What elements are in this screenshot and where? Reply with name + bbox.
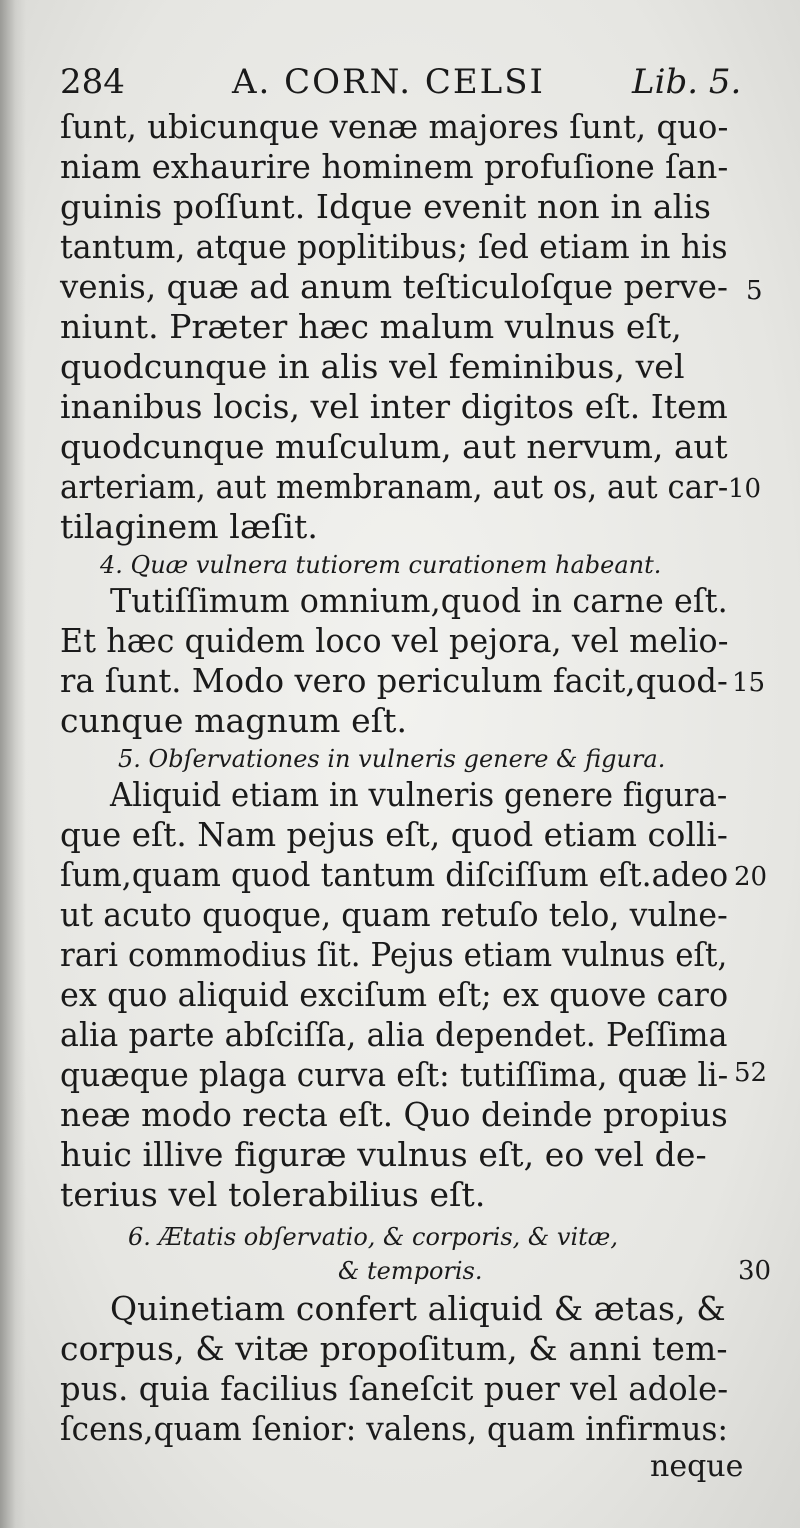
book-number: Lib. 5. bbox=[632, 62, 742, 102]
text-line: pus. quia facilius ſaneſcit puer vel adole- bbox=[60, 1369, 729, 1408]
text-line: ſum,quam quod tantum diſciſſum eſt.adeo bbox=[60, 855, 729, 894]
margin-number: 10 bbox=[728, 474, 762, 504]
page-gutter-shadow bbox=[0, 0, 26, 1528]
text-line: ra ſunt. Modo vero periculum facit,quod- bbox=[60, 661, 728, 700]
text-line: venis, quæ ad anum teſticuloſque perve- bbox=[60, 267, 729, 306]
text-line: Et hæc quidem loco vel pejora, vel melio- bbox=[60, 621, 729, 660]
text-line: tilaginem læſit. bbox=[60, 507, 318, 546]
section-heading-4: 4. Quæ vulnera tutiorem curationem habeant. bbox=[100, 551, 662, 579]
text-line: inanibus locis, vel inter digitos eſt. Item bbox=[60, 387, 728, 426]
text-line: cunque magnum eſt. bbox=[60, 701, 408, 740]
margin-number: 5 bbox=[746, 276, 763, 306]
text-line: Tutiſſimum omnium,quod in carne eſt. bbox=[110, 581, 728, 620]
text-line: corpus, & vitæ propoſitum, & anni tem- bbox=[60, 1329, 728, 1368]
page-header bbox=[0, 62, 800, 110]
text-line: quæque plaga curva eſt: tutiſſima, quæ li- bbox=[60, 1055, 729, 1094]
text-line: ſcens,quam ſenior: valens, quam infirmus: bbox=[60, 1409, 729, 1448]
margin-number: 15 bbox=[732, 668, 766, 698]
text-line: Quinetiam confert aliquid & ætas, & bbox=[110, 1289, 726, 1328]
text-line: guinis poſſunt. Idque evenit non in alis bbox=[60, 187, 712, 226]
margin-number: 52 bbox=[734, 1058, 768, 1088]
catchword: neque bbox=[650, 1449, 744, 1484]
section-heading-5: 5. Obſervationes in vulneris genere & figura. bbox=[118, 745, 666, 773]
section-heading-6-continued: & temporis. bbox=[338, 1257, 483, 1285]
text-line: ut acuto quoque, quam retuſo telo, vulne- bbox=[60, 895, 728, 934]
text-line: huic illive figuræ vulnus eſt, eo vel de- bbox=[60, 1135, 707, 1174]
text-line: niunt. Præter hæc malum vulnus eſt, bbox=[60, 307, 682, 346]
margin-number: 30 bbox=[738, 1256, 772, 1286]
margin-number: 20 bbox=[734, 862, 768, 892]
text-line: rari commodius ſit. Pejus etiam vulnus eſt, bbox=[60, 935, 728, 974]
text-line: tantum, atque poplitibus; ſed etiam in his bbox=[60, 227, 728, 266]
text-line: que eſt. Nam pejus eſt, quod etiam colli- bbox=[60, 815, 729, 854]
text-line: alia parte abſciſſa, alia dependet. Peſſima bbox=[60, 1015, 728, 1054]
running-head: A. CORN. CELSI bbox=[232, 62, 545, 102]
text-line: ſunt, ubicunque venæ majores ſunt, quo- bbox=[60, 107, 729, 146]
text-line: ex quo aliquid exciſum eſt; ex quove caro bbox=[60, 975, 729, 1014]
text-line: terius vel tolerabilius eſt. bbox=[60, 1175, 486, 1214]
section-heading-6: 6. Ætatis obſervatio, & corporis, & vitæ, bbox=[128, 1223, 618, 1251]
text-line: niam exhaurire hominem profuſione ſan- bbox=[60, 147, 729, 186]
text-line: quodcunque in alis vel feminibus, vel bbox=[60, 347, 685, 386]
page-number: 284 bbox=[60, 62, 125, 102]
text-line: quodcunque muſculum, aut nervum, aut bbox=[60, 427, 728, 466]
text-line: neæ modo recta eſt. Quo deinde propius bbox=[60, 1095, 728, 1134]
text-line: arteriam, aut membranam, aut os, aut car- bbox=[60, 467, 729, 506]
text-line: Aliquid etiam in vulneris genere figura- bbox=[110, 775, 728, 814]
